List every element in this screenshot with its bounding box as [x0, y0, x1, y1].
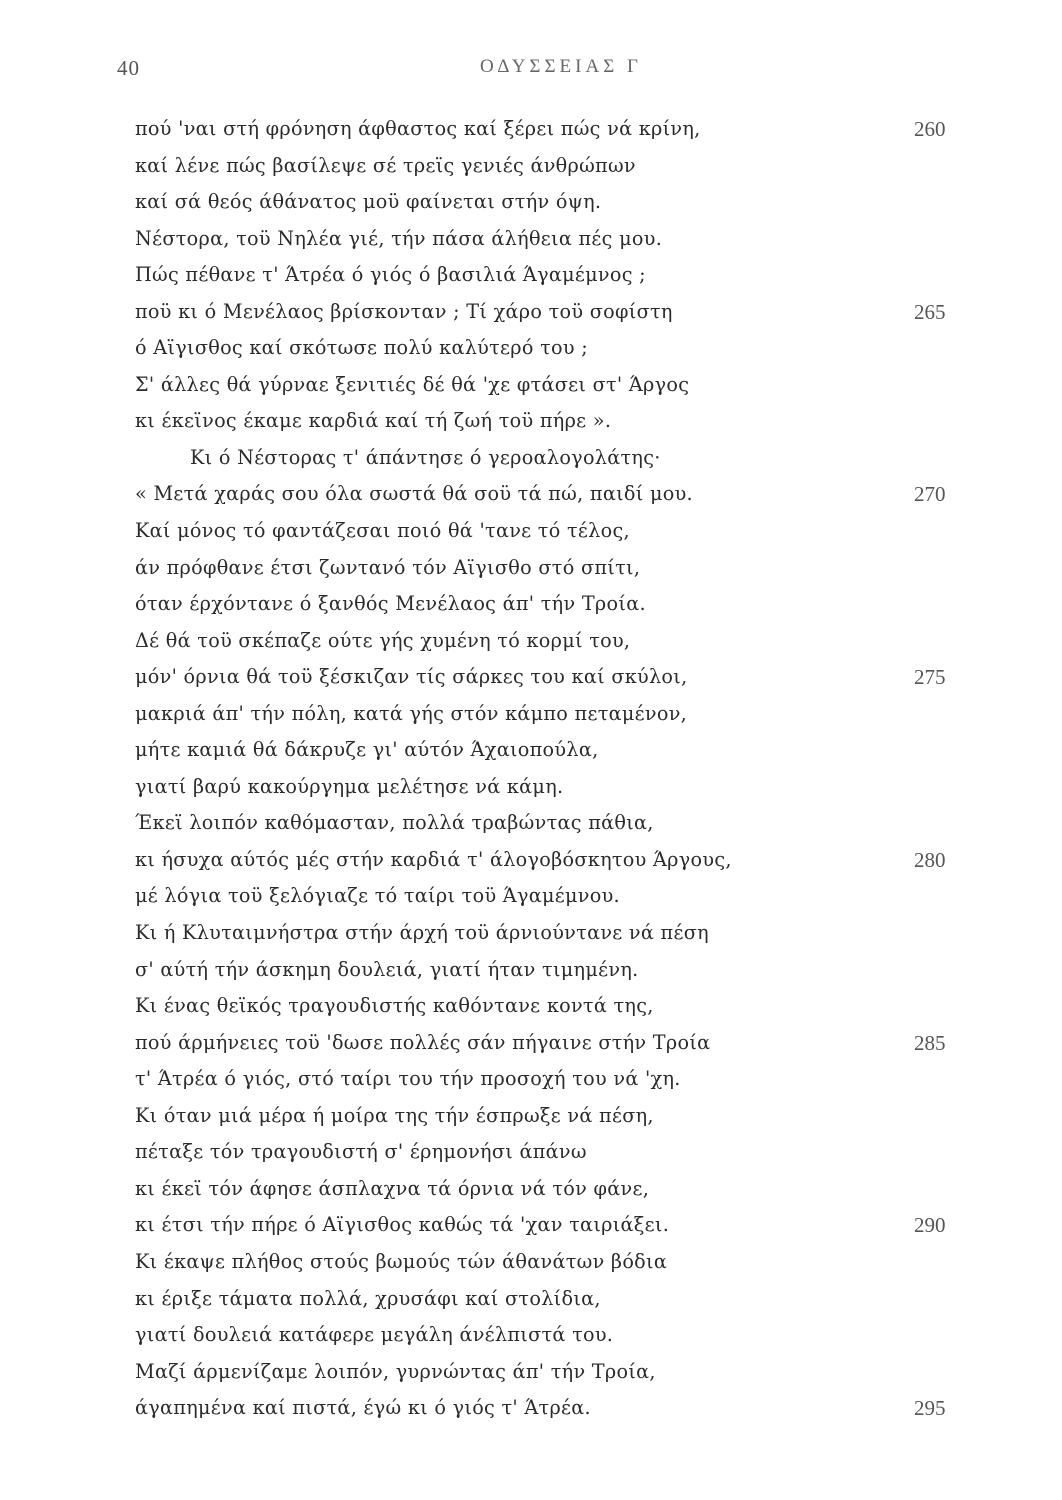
verse-text: Νέστορα, τοϋ Νηλέα γιέ, τήν πάσα άλήθεια πές μου. [135, 226, 663, 250]
line-number: 260 [914, 117, 946, 141]
verse-line [0, 221, 1062, 258]
line-number: 265 [914, 299, 946, 324]
verse-text: Έκεϊ λοιπόν καθόμασταν, πολλά τραβώντας πάθια, [135, 811, 654, 835]
verse-text: καί σά θεός άθάνατος μοϋ φαίνεται στήν όψη. [135, 190, 602, 214]
verse-line [0, 1244, 1062, 1281]
verse-line [0, 330, 1062, 367]
running-head [0, 56, 1062, 86]
verse-line [0, 294, 1062, 331]
verse-line [0, 769, 1062, 806]
verse-text: Σ' άλλες θά γύρναε ξενιτιές δέ θά 'χε φτάσει στ' Άργος [135, 372, 690, 396]
verse-line [0, 1281, 1062, 1318]
verse-line [0, 257, 1062, 294]
verse-text: άγαπημένα καί πιστά, έγώ κι ό γιός τ' Άτρέα. [135, 1396, 591, 1420]
verse-text: μόν' όρνια θά τοϋ ξέσκιζαν τίς σάρκες του καί σκύλοι, [135, 665, 688, 689]
verse-text: Κι ό Νέστορας τ' άπάντησε ό γεροαλογολάτης· [190, 445, 661, 469]
verse-text: κι ήσυχα αύτός μές στήν καρδιά τ' άλογοβόσκητου Άργους, [135, 847, 732, 871]
verse-text: Κι όταν μιά μέρα ή μοίρα της τήν έσπρωξε νά πέση, [135, 1103, 654, 1127]
verse-text: πού άρμήνειες τοϋ 'δωσε πολλές σάν πήγαινε στήν Τροία [135, 1030, 711, 1054]
verse-text: όταν έρχόντανε ό ξανθός Μενέλαος άπ' τήν Τροία. [135, 592, 646, 616]
verse-text: μέ λόγια τοϋ ξελόγιαζε τό ταίρι τοϋ Άγαμέμνου. [135, 884, 620, 908]
verse-text: καί λένε πώς βασίλεψε σέ τρεϊς γενιές άνθρώπων [135, 153, 636, 177]
line-number: 285 [914, 1030, 946, 1055]
verse-line [0, 878, 1062, 915]
line-number: 290 [914, 1213, 946, 1238]
verse-line [0, 111, 1062, 148]
verse-line [0, 513, 1062, 550]
verse-text: « Μετά χαράς σου όλα σωστά θά σοϋ τά πώ, παιδί μου. [135, 482, 693, 506]
verse-text: τ' Άτρέα ό γιός, στό ταίρι του τήν προσοχή του νά 'χη. [135, 1067, 681, 1091]
line-number: 280 [914, 847, 946, 872]
verse-text: γιατί δουλειά κατάφερε μεγάλη άνέλπιστά του. [135, 1323, 614, 1347]
verse-line [0, 1171, 1062, 1208]
verse-line [0, 623, 1062, 660]
line-number: 275 [914, 665, 946, 690]
book-title: ΟΔΥΣΣΕΙΑΣ Γ [480, 56, 642, 77]
verse-line [0, 805, 1062, 842]
verse-line [0, 952, 1062, 989]
verse-text: Κι ή Κλυταιμνήστρα στήν άρχή τοϋ άρνιούντανε νά πέση [135, 921, 709, 945]
verse-text: σ' αύτή τήν άσκημη δουλειά, γιατί ήταν τιμημένη. [135, 957, 639, 981]
verse-text: ό Αϊγισθος καί σκότωσε πολύ καλύτερό του ; [135, 336, 589, 360]
verse-line [0, 1390, 1062, 1427]
verse-line [0, 659, 1062, 696]
verse-text: μακριά άπ' τήν πόλη, κατά γής στόν κάμπο πεταμένον, [135, 701, 688, 725]
verse-line [0, 988, 1062, 1025]
verse-line [0, 1317, 1062, 1354]
verse-text: Κι ένας θεϊκός τραγουδιστής καθόντανε κοντά της, [135, 994, 654, 1018]
verse-text: κι έτσι τήν πήρε ό Αϊγισθος καθώς τά 'χαν ταιριάξει. [135, 1213, 670, 1237]
line-number: 270 [914, 482, 946, 507]
verse-line [0, 1025, 1062, 1062]
verse-line [0, 403, 1062, 440]
verse-line [0, 148, 1062, 185]
verse-text: γιατί βαρύ κακούργημα μελέτησε νά κάμη. [135, 774, 564, 798]
page-number: 40 [117, 56, 140, 80]
verse-line [0, 367, 1062, 404]
verse-text: Πώς πέθανε τ' Άτρέα ό γιός ό βασιλιά Άγαμέμνος ; [135, 263, 646, 287]
verse-text: ποϋ κι ό Μενέλαος βρίσκονταν ; Τί χάρο τοϋ σοφίστη [135, 299, 673, 323]
verse-text: άν πρόφθανε έτσι ζωντανό τόν Αϊγισθο στό σπίτι, [135, 555, 641, 579]
verse-line [0, 1134, 1062, 1171]
verse-line [0, 184, 1062, 221]
verse-line [0, 550, 1062, 587]
verse-line [0, 696, 1062, 733]
verse-line [0, 842, 1062, 879]
verse-line [0, 476, 1062, 513]
verse-line [0, 915, 1062, 952]
verse-text: Κι έκαψε πλήθος στούς βωμούς τών άθανάτων βόδια [135, 1249, 668, 1273]
verse-line [0, 1354, 1062, 1391]
verse-block [0, 111, 1062, 1427]
verse-line [0, 1061, 1062, 1098]
verse-text: πού 'ναι στή φρόνηση άφθαστος καί ξέρει πώς νά κρίνη, [135, 117, 701, 140]
verse-text: μήτε καμιά θά δάκρυζε γι' αύτόν Άχαιοπούλα, [135, 738, 599, 762]
line-number: 295 [914, 1396, 946, 1421]
verse-text: κι έκεϊνος έκαμε καρδιά καί τή ζωή τοϋ πήρε ». [135, 409, 612, 433]
verse-line [0, 1098, 1062, 1135]
verse-text: Καί μόνος τό φαντάζεσαι ποιό θά 'τανε τό τέλος, [135, 519, 630, 543]
verse-text: Μαζί άρμενίζαμε λοιπόν, γυρνώντας άπ' τήν Τροία, [135, 1359, 656, 1383]
verse-line [0, 732, 1062, 769]
verse-text: κι έριξε τάματα πολλά, χρυσάφι καί στολίδια, [135, 1286, 601, 1310]
verse-line [0, 586, 1062, 623]
verse-text: κι έκεϊ τόν άφησε άσπλαχνα τά όρνια νά τόν φάνε, [135, 1176, 650, 1200]
verse-text: Δέ θά τοϋ σκέπαζε ούτε γής χυμένη τό κορμί του, [135, 628, 631, 652]
verse-line [0, 1207, 1062, 1244]
verse-line [0, 440, 1062, 477]
verse-text: πέταξε τόν τραγουδιστή σ' έρημονήσι άπάνω [135, 1140, 587, 1164]
